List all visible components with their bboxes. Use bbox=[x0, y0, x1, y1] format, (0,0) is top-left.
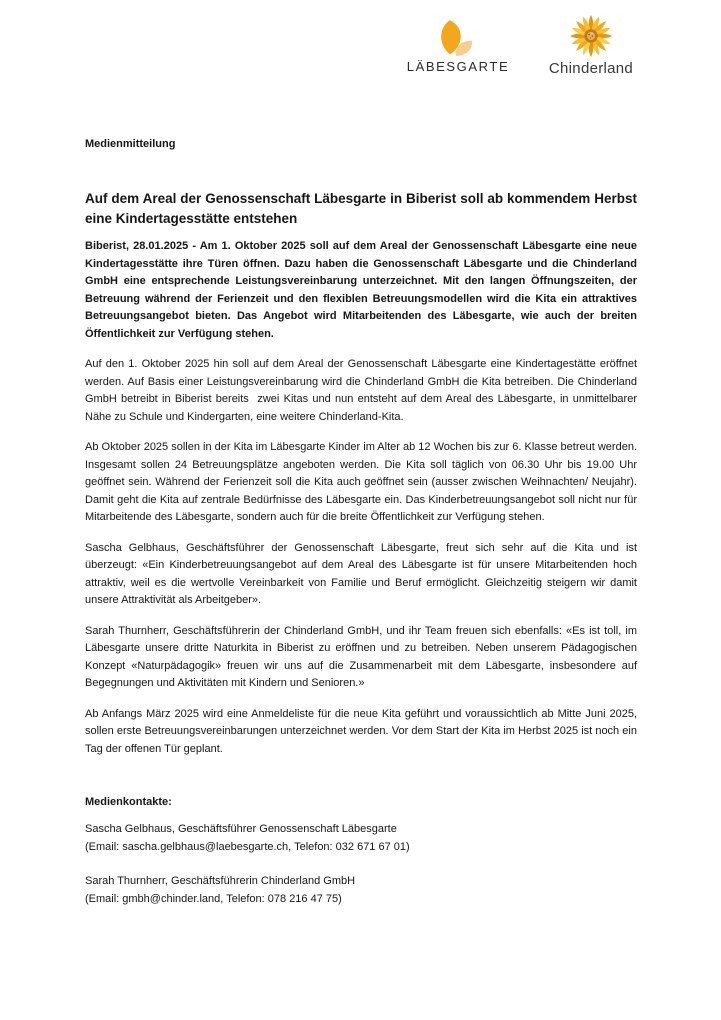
body-paragraph-5: Ab Anfangs März 2025 wird eine Anmeldeliste für die neue Kita geführt und voraussichtlich ab Mitte Juni 2025, sollen erste Betreuungsvereinbarungen unterzeichnet werden. Vor dem Start der Kita im Herbst 2025 ist noch ein Tag der offenen Tür geplant. bbox=[85, 707, 641, 755]
body-paragraph-3: Sascha Gelbhaus, Geschäftsführer der Genossenschaft Läbesgarte, freut sich sehr auf die Kita und ist überzeugt: «Ein Kinderbetreuungsangebot auf dem Areal des Läbesgarte ist für unsere Mitarbeitenden hoch attraktiv, weil es die wertvolle Vereinbarkeit von Familie und Beruf ermöglicht. Gleichzeitig steigern wir damit unsere Attraktivität als Arbeitgeber». bbox=[85, 541, 641, 606]
body-paragraph-4: Sarah Thurnherr, Geschäftsführerin der Chinderland GmbH, und ihr Team freuen sich ebenfalls: «Es ist toll, im Läbesgarte unsere dritte Naturkita in Biberist zu eröffnen und zu betreiben. Neben unserem Pädagogischen Konzept «Naturpädagogik» freuen wir uns auf die Zusammenarbeit mit dem Läbesgarte, insbesondere auf Begegnungen und Aktivitäten mit Kindern und Senioren.» bbox=[85, 624, 641, 689]
document-kicker: Medienmitteilung bbox=[85, 138, 176, 150]
media-contacts-heading: Medienkontakte: bbox=[85, 796, 172, 808]
document-title: Auf dem Areal der Genossenschaft Läbesgarte in Biberist soll ab kommendem Herbst eine Kindertagesstätte entstehen bbox=[85, 191, 637, 226]
lead-paragraph: Biberist, 28.01.2025 - Am 1. Oktober 2025 soll auf dem Areal der Genossenschaft Läbesgarte eine neue Kindertagesstätte ihre Türen öffnen. Dazu haben die Genossenschaft Läbesgarte und die Chinderland GmbH eine entsprechende Leistungsvereinbarung unterzeichnet. Mit den langen Öffnungszeiten, der Betreuung während der Ferienzeit und den flexiblen Betreuungsmodellen wird die Kita ein attraktives Betreuungsangebot bieten. Das Angebot wird Mitarbeitenden des Läbesgarte, wie auch der breiten Öffentlichkeit zur Verfügung stehen. bbox=[85, 240, 641, 340]
media-contact-1 bbox=[85, 821, 637, 856]
contact-name-role: Sarah Thurnherr, Geschäftsführerin Chinderland GmbH bbox=[85, 875, 356, 887]
laebesgarte-wordmark: LÄBESGARTE bbox=[406, 59, 510, 74]
contact-name-role: Sascha Gelbhaus, Geschäftsführer Genossenschaft Läbesgarte bbox=[85, 823, 397, 835]
contact-email-phone: (Email: gmbh@chinder.land, Telefon: 078 216 47 75) bbox=[85, 892, 342, 905]
document-body bbox=[85, 0, 641, 908]
chinderland-wordmark: Chinderland bbox=[548, 60, 634, 77]
media-contact-2 bbox=[85, 873, 637, 908]
body-paragraph-1: Auf den 1. Oktober 2025 hin soll auf dem Areal der Genossenschaft Läbesgarte eine Kindertagestätte eröffnet werden. Auf Basis einer Leistungsvereinbarung wird die Chinderland GmbH die Kita betreiben. Die Chinderland GmbH betreibt in Biberist bereits zwei Kitas und nun entsteht auf dem Areal des Läbesgarte, in unmittelbarer Nähe zu Schule und Kindergarten, eine weitere Chinderland-Kita. bbox=[85, 358, 641, 423]
contact-email-phone: (Email: sascha.gelbhaus@laebesgarte.ch, Telefon: 032 671 67 01) bbox=[85, 840, 410, 853]
body-paragraph-2: Ab Oktober 2025 sollen in der Kita im Läbesgarte Kinder im Alter ab 12 Wochen bis zur 6. Klasse betreut werden. Insgesamt sollen 24 Betreuungsplätze angeboten werden. Die Kita soll täglich von 06.30 Uhr bis 19.00 Uhr geöffnet sein. Während der Ferienzeit soll die Kita auch geöffnet sein (ausser zwischen Weihnachten/ Neujahr). Damit geht die Kita auf zentrale Bedürfnisse des Läbesgarte ein. Das Kinderbetreuungsangebot soll nicht nur für Mitarbeitende des Läbesgarte, sondern auch für die breite Öffentlichkeit zur Verfügung stehen. bbox=[85, 441, 641, 523]
